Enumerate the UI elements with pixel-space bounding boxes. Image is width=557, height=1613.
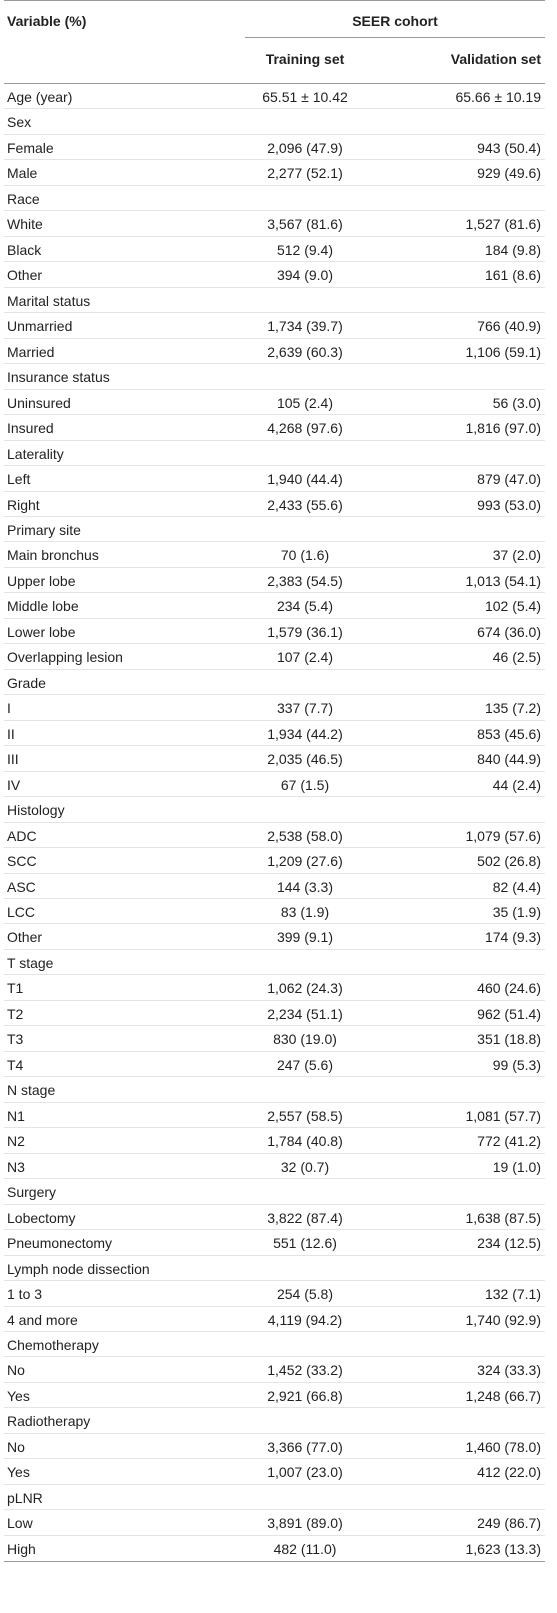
table-row xyxy=(4,1256,545,1281)
table-row xyxy=(4,1434,545,1459)
training-value: 1,940 (44.4) xyxy=(267,471,343,488)
validation-value: 772 (41.2) xyxy=(477,1133,541,1150)
row-label: T3 xyxy=(7,1031,24,1048)
row-label: High xyxy=(7,1540,36,1557)
table-row xyxy=(4,415,545,440)
table-row xyxy=(4,1536,545,1561)
training-value: 107 (2.4) xyxy=(276,649,334,666)
training-value: 3,891 (89.0) xyxy=(267,1515,343,1532)
validation-value: 234 (12.5) xyxy=(477,1235,541,1252)
table-row xyxy=(4,109,545,134)
validation-value: 1,460 (78.0) xyxy=(465,1438,541,1455)
validation-value: 351 (18.8) xyxy=(477,1031,541,1048)
training-value: 1,579 (36.1) xyxy=(267,623,343,640)
training-value: 234 (5.4) xyxy=(276,598,334,615)
row-label: Primary site xyxy=(7,521,81,538)
row-label: Insurance status xyxy=(7,369,110,386)
validation-value: 502 (26.8) xyxy=(477,853,541,870)
validation-value: 35 (1.9) xyxy=(492,904,541,920)
training-value: 2,639 (60.3) xyxy=(267,343,343,360)
row-label: II xyxy=(7,725,15,742)
table-row xyxy=(4,670,545,695)
validation-value: 993 (53.0) xyxy=(477,496,541,513)
row-label: Sex xyxy=(7,114,32,131)
validation-value: 99 (5.3) xyxy=(492,1056,541,1073)
row-label: N2 xyxy=(7,1133,25,1150)
training-value: 2,035 (46.5) xyxy=(267,751,343,768)
validation-value: 1,248 (66.7) xyxy=(465,1387,541,1404)
table-row xyxy=(4,746,545,771)
training-value: 3,567 (81.6) xyxy=(267,216,343,233)
table-row xyxy=(4,1332,545,1357)
row-label: N3 xyxy=(7,1158,25,1175)
training-value: 70 (1.6) xyxy=(280,547,330,564)
validation-value: 1,106 (59.1) xyxy=(465,343,541,360)
row-label: Race xyxy=(7,190,40,207)
variable-column-header: Variable (%) xyxy=(7,13,87,29)
validation-value: 929 (49.6) xyxy=(477,165,541,182)
validation-value: 174 (9.3) xyxy=(484,929,541,946)
training-value: 3,822 (87.4) xyxy=(267,1209,343,1226)
row-label: Surgery xyxy=(7,1184,57,1201)
row-label: Lobectomy xyxy=(7,1209,76,1226)
training-value: 83 (1.9) xyxy=(280,904,330,920)
validation-value: 853 (45.6) xyxy=(477,725,541,742)
row-label: Middle lobe xyxy=(7,598,79,615)
table-row xyxy=(4,619,545,644)
row-label: 1 to 3 xyxy=(7,1286,43,1303)
cohort-column-header: SEER cohort xyxy=(352,13,438,29)
row-label: No xyxy=(7,1438,25,1455)
table-row xyxy=(4,1307,545,1332)
row-label: Yes xyxy=(7,1387,30,1404)
row-label: I xyxy=(7,700,11,717)
validation-value: 1,816 (97.0) xyxy=(465,420,541,437)
validation-value: 840 (44.9) xyxy=(477,751,541,768)
row-label: Female xyxy=(7,139,54,156)
table-row xyxy=(4,1026,545,1051)
training-value: 337 (7.7) xyxy=(276,700,334,717)
table-row xyxy=(4,288,545,313)
table-row xyxy=(4,721,545,746)
table-row xyxy=(4,924,545,949)
row-label: N1 xyxy=(7,1107,25,1124)
row-label: Black xyxy=(7,241,42,258)
row-label: Laterality xyxy=(7,445,64,462)
table-row xyxy=(4,1052,545,1077)
table-row xyxy=(4,517,545,542)
validation-value: 249 (86.7) xyxy=(477,1515,541,1532)
validation-value: 161 (8.6) xyxy=(484,267,541,284)
table-row xyxy=(4,975,545,1000)
training-value: 2,921 (66.8) xyxy=(267,1387,343,1404)
row-label: White xyxy=(7,216,43,233)
row-label: ADC xyxy=(7,827,37,844)
table-row xyxy=(4,466,545,491)
validation-value: 102 (5.4) xyxy=(484,598,541,615)
row-label: Lower lobe xyxy=(7,623,76,640)
training-value: 105 (2.4) xyxy=(276,394,334,411)
table-row xyxy=(4,1230,545,1255)
table-row xyxy=(4,1205,545,1230)
row-label: Yes xyxy=(7,1464,30,1481)
training-value: 32 (0.7) xyxy=(280,1158,330,1175)
row-label: Radiotherapy xyxy=(7,1413,91,1430)
row-label: Left xyxy=(7,471,31,488)
table-row xyxy=(4,823,545,848)
table-row xyxy=(4,1510,545,1535)
training-value: 551 (12.6) xyxy=(273,1235,337,1252)
validation-value: 460 (24.6) xyxy=(477,980,541,997)
validation-value: 37 (2.0) xyxy=(492,547,541,564)
row-label: Overlapping lesion xyxy=(7,649,123,666)
validation-value: 1,623 (13.3) xyxy=(465,1540,541,1557)
row-label: Upper lobe xyxy=(7,572,76,589)
table-row xyxy=(4,313,545,338)
row-label: Unmarried xyxy=(7,318,73,335)
row-label: Age (year) xyxy=(7,89,73,105)
validation-value: 1,013 (54.1) xyxy=(465,572,541,589)
validation-value: 412 (22.0) xyxy=(477,1464,541,1481)
table-row xyxy=(4,1281,545,1306)
validation-value: 132 (7.1) xyxy=(484,1286,541,1303)
training-value: 1,734 (39.7) xyxy=(267,318,343,335)
training-value: 4,119 (94.2) xyxy=(267,1311,343,1328)
row-label: Grade xyxy=(7,674,46,691)
row-label: pLNR xyxy=(7,1489,43,1506)
training-value: 1,934 (44.2) xyxy=(267,725,343,742)
table-row xyxy=(4,135,545,160)
table-row xyxy=(4,695,545,720)
row-label: Married xyxy=(7,343,55,360)
row-label: Insured xyxy=(7,420,54,437)
validation-value: 879 (47.0) xyxy=(477,471,541,488)
table-row xyxy=(4,542,545,567)
table-row xyxy=(4,262,545,287)
training-value: 3,366 (77.0) xyxy=(267,1438,343,1455)
validation-value: 135 (7.2) xyxy=(484,700,541,717)
training-value: 394 (9.0) xyxy=(276,267,334,284)
table-row xyxy=(4,797,545,822)
row-label: 4 and more xyxy=(7,1311,78,1328)
table-row xyxy=(4,1459,545,1484)
validation-value: 943 (50.4) xyxy=(477,139,541,156)
table-row xyxy=(4,644,545,669)
table-row xyxy=(4,390,545,415)
validation-value: 1,081 (57.7) xyxy=(465,1107,541,1124)
validation-value: 1,527 (81.6) xyxy=(465,216,541,233)
table-row xyxy=(4,1128,545,1153)
table-row xyxy=(4,84,545,109)
validation-set-header: Validation set xyxy=(450,51,541,67)
row-label: III xyxy=(7,751,19,768)
training-value: 1,209 (27.6) xyxy=(267,853,343,870)
row-label: T2 xyxy=(7,1005,24,1022)
training-value: 1,784 (40.8) xyxy=(267,1133,343,1150)
training-value: 482 (11.0) xyxy=(273,1540,337,1557)
table-row xyxy=(4,211,545,236)
training-value: 2,096 (47.9) xyxy=(267,139,343,156)
row-label: Other xyxy=(7,267,43,284)
table-row xyxy=(4,186,545,211)
row-label: LCC xyxy=(7,904,36,920)
table-row xyxy=(4,1001,545,1026)
training-value: 67 (1.5) xyxy=(280,776,330,793)
table-row xyxy=(4,364,545,389)
row-label: N stage xyxy=(7,1082,56,1099)
training-value: 2,433 (55.6) xyxy=(267,496,343,513)
validation-value: 19 (1.0) xyxy=(492,1158,541,1175)
training-value: 254 (5.8) xyxy=(276,1286,334,1303)
row-label: Lymph node dissection xyxy=(7,1260,150,1277)
row-label: T4 xyxy=(7,1056,24,1073)
row-label: Pneumonectomy xyxy=(7,1235,113,1252)
row-label: Other xyxy=(7,929,43,946)
table-row xyxy=(4,874,545,899)
table-row xyxy=(4,1357,545,1382)
row-label: T1 xyxy=(7,980,24,997)
validation-value: 1,079 (57.6) xyxy=(465,827,541,844)
table-body xyxy=(4,84,545,1561)
training-value: 144 (3.3) xyxy=(276,878,334,895)
validation-value: 962 (51.4) xyxy=(477,1005,541,1022)
training-value: 830 (19.0) xyxy=(273,1031,337,1048)
training-set-header: Training set xyxy=(265,51,345,67)
table-row xyxy=(4,1154,545,1179)
characteristics-table xyxy=(4,0,545,1562)
table-row xyxy=(4,593,545,618)
validation-value: 324 (33.3) xyxy=(477,1362,541,1379)
training-value: 512 (9.4) xyxy=(276,241,334,258)
table-row xyxy=(4,339,545,364)
row-label: ASC xyxy=(7,878,36,895)
validation-value: 766 (40.9) xyxy=(477,318,541,335)
row-label: IV xyxy=(7,776,21,793)
table-row xyxy=(4,1077,545,1102)
row-label: Chemotherapy xyxy=(7,1336,99,1353)
validation-value: 184 (9.8) xyxy=(484,241,541,258)
training-value: 1,007 (23.0) xyxy=(267,1464,343,1481)
table-row xyxy=(4,568,545,593)
training-value: 4,268 (97.6) xyxy=(267,420,343,437)
training-value: 2,557 (58.5) xyxy=(267,1107,343,1124)
table-row xyxy=(4,237,545,262)
validation-value: 1,638 (87.5) xyxy=(465,1209,541,1226)
table-row xyxy=(4,848,545,873)
table-row xyxy=(4,441,545,466)
validation-value: 46 (2.5) xyxy=(492,649,541,666)
training-value: 247 (5.6) xyxy=(276,1056,334,1073)
header-row-sub xyxy=(4,37,545,84)
row-label: Main bronchus xyxy=(7,547,99,564)
training-value: 2,277 (52.1) xyxy=(267,165,343,182)
row-label: Low xyxy=(7,1515,33,1532)
row-label: Right xyxy=(7,496,40,513)
row-label: Histology xyxy=(7,802,65,819)
training-value: 2,538 (58.0) xyxy=(267,827,343,844)
table-row xyxy=(4,160,545,185)
table-row xyxy=(4,1179,545,1204)
training-value: 399 (9.1) xyxy=(276,929,334,946)
table-row xyxy=(4,492,545,517)
table-row xyxy=(4,772,545,797)
row-label: Uninsured xyxy=(7,394,71,411)
table-row xyxy=(4,1408,545,1433)
validation-value: 82 (4.4) xyxy=(492,878,541,895)
training-value: 1,452 (33.2) xyxy=(267,1362,343,1379)
validation-value: 65.66 ± 10.19 xyxy=(455,89,541,105)
validation-value: 1,740 (92.9) xyxy=(465,1311,541,1328)
table-row xyxy=(4,899,545,924)
validation-value: 56 (3.0) xyxy=(492,394,541,411)
row-label: Male xyxy=(7,165,38,182)
table-row xyxy=(4,1485,545,1510)
validation-value: 44 (2.4) xyxy=(492,776,541,793)
row-label: Marital status xyxy=(7,292,91,309)
training-value: 65.51 ± 10.42 xyxy=(262,89,348,105)
row-label: T stage xyxy=(7,954,54,971)
validation-value: 674 (36.0) xyxy=(477,623,541,640)
row-label: SCC xyxy=(7,853,37,870)
row-label: No xyxy=(7,1362,25,1379)
table-row xyxy=(4,950,545,975)
table-row xyxy=(4,1383,545,1408)
training-value: 1,062 (24.3) xyxy=(267,980,343,997)
header-row-top xyxy=(4,1,545,37)
training-value: 2,383 (54.5) xyxy=(267,572,343,589)
training-value: 2,234 (51.1) xyxy=(267,1005,343,1022)
table-row xyxy=(4,1103,545,1128)
